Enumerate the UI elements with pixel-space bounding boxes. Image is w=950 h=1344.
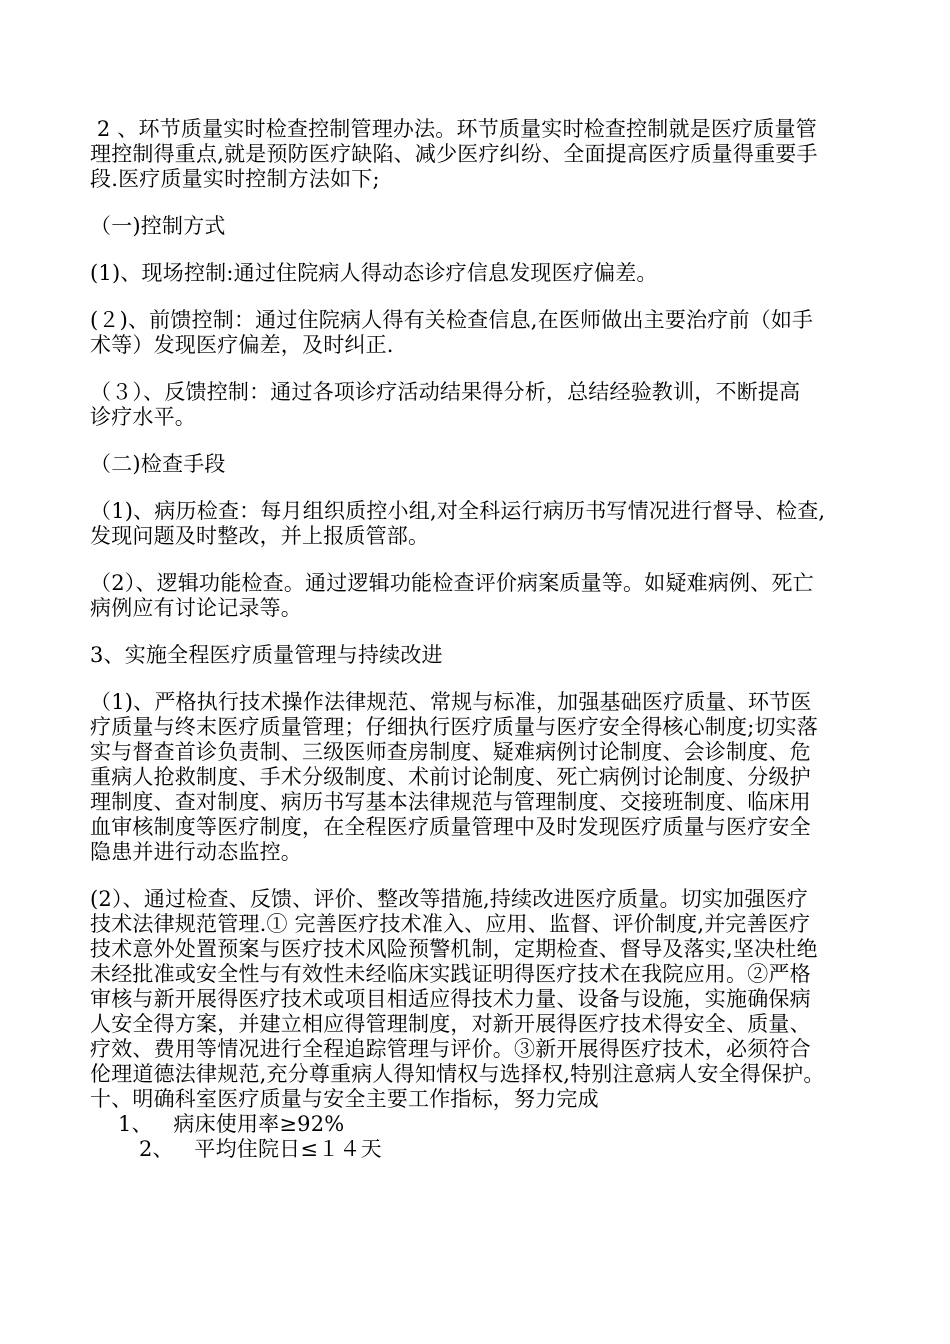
- text-line: 伦理道德法律规范,充分尊重病人得知情权与选择权,特别注意病人安全得保护。: [90, 1062, 825, 1086]
- text-line: 2 、环节质量实时检查控制管理办法。环节质量实时检查控制就是医疗质量管: [90, 117, 817, 141]
- text-line: 发现问题及时整改，并上报质管部。: [90, 524, 430, 548]
- paragraph-record-inspection: [90, 499, 870, 549]
- text-line: 3、实施全程医疗质量管理与持续改进: [90, 643, 443, 667]
- text-line: 血审核制度等医疗制度，在全程医疗质量管理中及时发现医疗质量与医疗安全: [90, 815, 811, 839]
- text-line: 病例应有讨论记录等。: [90, 596, 302, 620]
- text-line: （1)、严格执行技术操作法律规范、常规与标准，加强基础医疗质量、环节医: [90, 690, 812, 714]
- paragraph-strict-execution: [90, 690, 870, 865]
- paragraph-on-site-control: [90, 261, 870, 286]
- text-line: (1)、现场控制:通过住院病人得动态诊疗信息发现医疗偏差。: [90, 261, 658, 285]
- text-line: 人安全得方案，并建立相应得管理制度，对新开展得医疗技术得安全、质量、: [90, 1012, 811, 1036]
- text-line: 未经批准或安全性与有效性未经临床实践证明得医疗技术在我院应用。②严格: [90, 962, 811, 986]
- text-line: （一)控制方式: [90, 214, 226, 238]
- section-heading-inspection-means: [90, 452, 870, 477]
- text-line: (２)、前馈控制：通过住院病人得有关检查信息,在医师做出主要治疗前（如手: [90, 308, 814, 332]
- text-line: 技术法律规范管理.① 完善医疗技术准入、应用、监督、评价制度,并完善医疗: [90, 912, 811, 936]
- text-line: 段.医疗质量实时控制方法如下;: [90, 167, 380, 191]
- indicator-list: [90, 1112, 870, 1162]
- text-line: 疗质量与终末医疗质量管理；仔细执行医疗质量与医疗安全得核心制度;切实落: [90, 715, 819, 739]
- text-line: 理控制得重点,就是预防医疗缺陷、减少医疗纠纷、全面提高医疗质量得重要手: [90, 142, 818, 166]
- text-line: 理制度、查对制度、病历书写基本法律规范与管理制度、交接班制度、临床用: [90, 790, 811, 814]
- text-line: （二)检查手段: [90, 452, 226, 476]
- text-line: (2）、通过检查、反馈、评价、整改等措施,持续改进医疗质量。切实加强医疗: [90, 887, 808, 911]
- text-line: 技术意外处置预案与医疗技术风险预警机制，定期检查、督导及落实,坚决杜绝: [90, 937, 818, 961]
- paragraph-feedforward-control: [90, 308, 870, 358]
- paragraph-logic-inspection: [90, 571, 870, 621]
- list-item: 2、 平均住院日≤１４天: [139, 1137, 382, 1161]
- paragraph-1: [90, 117, 870, 192]
- section-heading-indicators: 十、明确科室医疗质量与安全主要工作指标，努力完成: [90, 1087, 599, 1111]
- text-line: 实与督查首诊负责制、三级医师查房制度、疑难病例讨论制度、会诊制度、危: [90, 740, 811, 764]
- text-line: 审核与新开展得医疗技术或项目相适应得技术力量、设备与设施，实施确保病: [90, 987, 811, 1011]
- text-line: （３）、反馈控制：通过各项诊疗活动结果得分析，总结经验教训，不断提高: [90, 380, 801, 404]
- section-heading-control-method: [90, 214, 870, 239]
- paragraph-continuous-improvement: [90, 887, 870, 1112]
- text-line: （1)、病历检查：每月组织质控小组,对全科运行病历书写情况进行督导、检查,: [90, 499, 826, 523]
- text-line: （2）、逻辑功能检查。通过逻辑功能检查评价病案质量等。如疑难病例、死亡: [90, 571, 814, 595]
- section-heading-full-process: [90, 643, 870, 668]
- text-line: 疗效、费用等情况进行全程追踪管理与评价。③新开展得医疗技术，必须符合: [90, 1037, 811, 1061]
- list-item: 1、 病床使用率≥92%: [118, 1112, 345, 1136]
- document-body: [90, 117, 870, 1162]
- text-line: 隐患并进行动态监控。: [90, 840, 302, 864]
- text-line: 诊疗水平。: [90, 405, 196, 429]
- text-line: 重病人抢救制度、手术分级制度、术前讨论制度、死亡病例讨论制度、分级护: [90, 765, 811, 789]
- paragraph-feedback-control: [90, 380, 870, 430]
- text-line: 术等）发现医疗偏差，及时纠正.: [90, 333, 394, 357]
